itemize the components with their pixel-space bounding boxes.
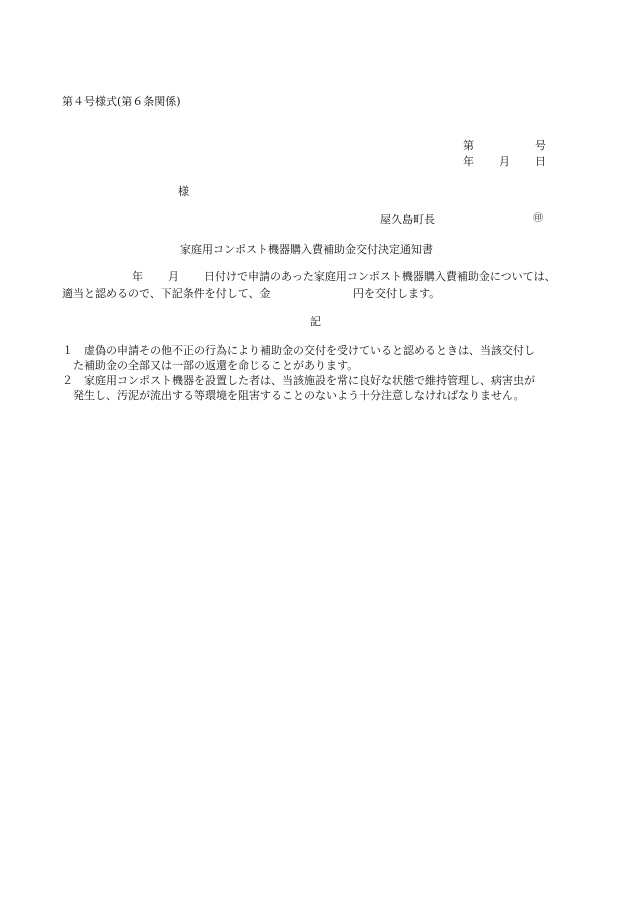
condition-1-line-2: た補助金の全部又は一部の返還を命じることがあります。 — [62, 359, 359, 372]
document-title: 家庭用コンポスト機器購入費補助金交付決定通知書 — [180, 243, 433, 256]
condition-list — [62, 343, 535, 403]
date-day: 日 — [535, 155, 546, 168]
date-month: 月 — [499, 155, 510, 168]
condition-2-line-1: ２ 家庭用コンポスト機器を設置した者は、当該施設を常に良好な状態で維持管理し、病害虫が — [62, 374, 535, 387]
form-label: 第４号様式(第６条関係) — [62, 95, 181, 108]
ki-heading: 記 — [310, 315, 321, 328]
body-year: 年 — [132, 270, 143, 283]
body-line2-text: 適当と認めるので、下記条件を付して、金 — [62, 287, 271, 300]
seal-mark: ㊞ — [533, 213, 543, 224]
date-year: 年 — [463, 155, 474, 168]
condition-1-line-1: １ 虚偽の申請その他不正の行為により補助金の交付を受けていると認めるときは、当該交付し — [62, 344, 535, 357]
body-yen-text: 円を交付します。 — [353, 287, 441, 300]
doc-number-prefix: 第 — [463, 139, 474, 152]
recipient-honorific: 様 — [178, 185, 189, 198]
condition-2-line-2: 発生し、汚泥が流出する等環境を阻害することのないよう十分注意しなければなりません。 — [62, 389, 525, 402]
body-month: 月 — [168, 270, 179, 283]
issuer-title: 屋久島町長 — [380, 213, 435, 226]
doc-number-suffix: 号 — [535, 139, 546, 152]
body-line1-text: 日付けで申請のあった家庭用コンポスト機器購入費補助金については、 — [204, 270, 556, 283]
